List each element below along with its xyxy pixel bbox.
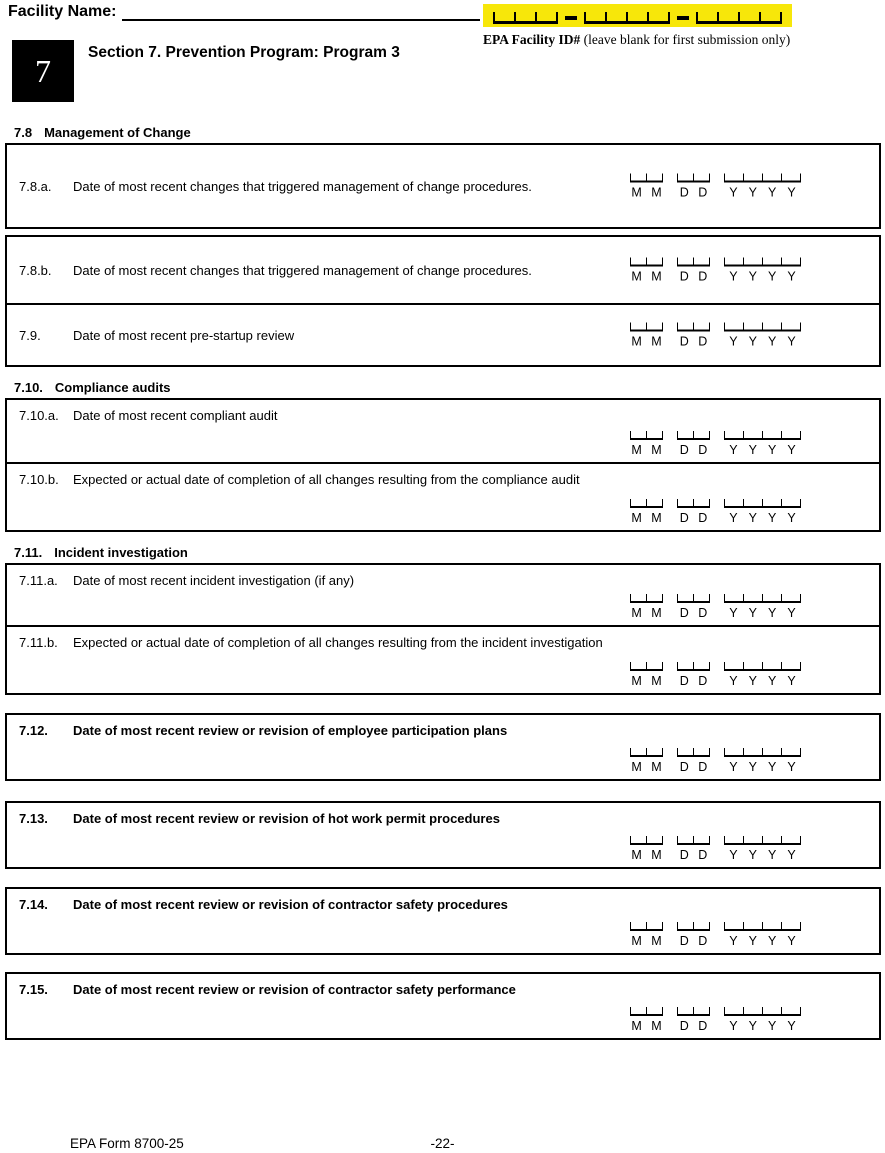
- row-label: [19, 635, 867, 650]
- epa-id-group-1[interactable]: [493, 12, 558, 24]
- blank-cell: [724, 748, 743, 757]
- blank-cell: [630, 258, 646, 267]
- blank-cell: [646, 922, 663, 931]
- year-input[interactable]: [724, 922, 801, 931]
- month-input[interactable]: [630, 748, 663, 757]
- day-label: D D: [679, 934, 711, 948]
- year-group: [724, 499, 801, 524]
- day-label: D D: [679, 511, 711, 525]
- blank-cell: [646, 662, 663, 671]
- blank-cell: [724, 323, 743, 332]
- day-label: D D: [679, 185, 711, 200]
- day-group: [677, 748, 710, 773]
- blank-cell: [762, 1007, 781, 1016]
- blank-cell: [762, 431, 781, 440]
- blank-cell: [605, 12, 626, 24]
- year-label: Y Y Y Y: [729, 1019, 800, 1033]
- month-group: [630, 662, 663, 687]
- blank-cell: [724, 594, 743, 603]
- blank-cell: [630, 594, 646, 603]
- form-box: [5, 563, 881, 695]
- section-heading-7-8: [14, 125, 885, 140]
- month-group: [630, 258, 663, 283]
- row-question: Date of most recent review or revision of hot work permit procedures: [73, 811, 500, 826]
- year-group: [724, 922, 801, 947]
- blank-cell: [781, 258, 801, 267]
- blank-cell: [630, 323, 646, 332]
- blank-cell: [630, 836, 646, 845]
- date-input[interactable]: [630, 662, 801, 687]
- month-group: [630, 594, 663, 619]
- form-box: [5, 143, 881, 229]
- blank-cell: [514, 12, 535, 24]
- epa-id-caption-label: EPA Facility ID#: [483, 32, 581, 47]
- section-heading-7-11: [14, 545, 885, 560]
- blank-cell: [738, 12, 759, 24]
- blank-cell: [693, 748, 710, 757]
- year-group: [724, 748, 801, 773]
- blank-cell: [724, 922, 743, 931]
- day-group: [677, 258, 710, 283]
- blank-cell: [743, 1007, 762, 1016]
- form-box: [5, 713, 881, 781]
- blank-cell: [781, 594, 801, 603]
- month-input[interactable]: [630, 1007, 663, 1016]
- day-label: D D: [679, 1019, 711, 1033]
- year-label: Y Y Y Y: [729, 443, 800, 457]
- date-input[interactable]: [630, 1007, 801, 1032]
- date-input[interactable]: [630, 594, 801, 619]
- form-row: [7, 565, 879, 625]
- facility-name-input[interactable]: [122, 2, 480, 21]
- month-input[interactable]: [630, 662, 663, 671]
- blank-cell: [762, 662, 781, 671]
- blank-cell: [743, 258, 762, 267]
- month-group: [630, 748, 663, 773]
- blank-cell: [646, 174, 663, 183]
- blank-cell: [677, 748, 693, 757]
- row-number: 7.8.a.: [19, 178, 52, 194]
- month-group: [630, 499, 663, 524]
- blank-cell: [781, 1007, 801, 1016]
- month-input[interactable]: [630, 431, 663, 440]
- blank-cell: [724, 836, 743, 845]
- blank-cell: [646, 594, 663, 603]
- blank-cell: [781, 174, 801, 183]
- date-input[interactable]: [630, 174, 801, 199]
- date-input[interactable]: [630, 748, 801, 773]
- year-group: [724, 1007, 801, 1032]
- blank-cell: [626, 12, 647, 24]
- day-label: D D: [679, 760, 711, 774]
- form-box: [5, 972, 881, 1040]
- month-group: [630, 174, 663, 199]
- month-label: M M: [631, 269, 665, 284]
- blank-cell: [762, 323, 781, 332]
- year-label: Y Y Y Y: [729, 334, 800, 349]
- blank-cell: [781, 836, 801, 845]
- blank-cell: [696, 12, 717, 24]
- blank-cell: [677, 662, 693, 671]
- blank-cell: [630, 1007, 646, 1016]
- month-label: M M: [631, 760, 665, 774]
- year-input[interactable]: [724, 662, 801, 671]
- page-title: Section 7. Prevention Program: Program 3: [88, 44, 400, 61]
- month-group: [630, 836, 663, 861]
- year-group: [724, 662, 801, 687]
- row-label: [19, 263, 532, 278]
- year-input[interactable]: [724, 174, 801, 183]
- page-number: -22-: [430, 1136, 455, 1151]
- row-number: 7.12.: [19, 723, 48, 738]
- blank-cell: [743, 499, 762, 508]
- blank-cell: [743, 323, 762, 332]
- month-group: [630, 922, 663, 947]
- month-input[interactable]: [630, 922, 663, 931]
- blank-cell: [630, 662, 646, 671]
- day-label: D D: [679, 269, 711, 284]
- blank-cell: [677, 258, 693, 267]
- day-group: [677, 662, 710, 687]
- date-input[interactable]: [630, 922, 801, 947]
- blank-cell: [762, 922, 781, 931]
- month-label: M M: [631, 185, 665, 200]
- year-label: Y Y Y Y: [729, 760, 800, 774]
- blank-cell: [693, 174, 710, 183]
- blank-cell: [693, 922, 710, 931]
- year-input[interactable]: [724, 594, 801, 603]
- blank-cell: [743, 748, 762, 757]
- blank-cell: [677, 323, 693, 332]
- year-label: Y Y Y Y: [729, 674, 800, 688]
- section-heading-7-10: [14, 380, 885, 395]
- day-label: D D: [679, 334, 711, 349]
- day-label: D D: [679, 674, 711, 688]
- month-group: [630, 323, 663, 348]
- row-label: [19, 179, 532, 194]
- row-question: Date of most recent incident investigation (if any): [73, 573, 355, 588]
- day-input[interactable]: [677, 431, 710, 440]
- blank-cell: [724, 258, 743, 267]
- blank-cell: [693, 431, 710, 440]
- blank-cell: [743, 836, 762, 845]
- blank-cell: [743, 431, 762, 440]
- row-question: Date of most recent pre-startup review: [73, 327, 295, 343]
- blank-cell: [693, 594, 710, 603]
- epa-id-group-2[interactable]: [584, 12, 670, 24]
- blank-cell: [630, 748, 646, 757]
- section-heading-text: Management of Change: [44, 125, 191, 140]
- row-question: Date of most recent compliant audit: [73, 408, 278, 423]
- blank-cell: [762, 748, 781, 757]
- blank-cell: [743, 662, 762, 671]
- year-input[interactable]: [724, 1007, 801, 1016]
- form-box: [5, 887, 881, 955]
- row-label: [19, 811, 867, 826]
- month-label: M M: [631, 848, 665, 862]
- row-label: [19, 472, 867, 487]
- year-group: [724, 174, 801, 199]
- form-row: [7, 462, 879, 530]
- date-input[interactable]: [630, 836, 801, 861]
- year-label: Y Y Y Y: [729, 511, 800, 525]
- row-label: [19, 982, 867, 997]
- day-input[interactable]: [677, 499, 710, 508]
- year-label: Y Y Y Y: [729, 269, 800, 284]
- month-input[interactable]: [630, 258, 663, 267]
- row-question: Date of most recent review or revision of contractor safety performance: [73, 982, 516, 997]
- year-input[interactable]: [724, 258, 801, 267]
- form-row: [7, 400, 879, 462]
- dash-separator: [565, 16, 577, 20]
- year-group: [724, 594, 801, 619]
- blank-cell: [693, 836, 710, 845]
- blank-cell: [646, 258, 663, 267]
- row-question: Expected or actual date of completion of all changes resulting from the incident investigation: [73, 635, 603, 650]
- day-group: [677, 1007, 710, 1032]
- row-label: [19, 897, 867, 912]
- form-row: [7, 803, 879, 867]
- row-question: Date of most recent changes that triggered management of change procedures.: [73, 178, 532, 194]
- month-label: M M: [631, 334, 665, 349]
- blank-cell: [762, 499, 781, 508]
- date-input[interactable]: [630, 258, 801, 283]
- blank-cell: [646, 499, 663, 508]
- section-heading-number: 7.11.: [14, 545, 43, 560]
- row-number: 7.10.a.: [19, 408, 59, 423]
- row-question: Expected or actual date of completion of all changes resulting from the compliance audit: [73, 472, 580, 487]
- blank-cell: [646, 836, 663, 845]
- blank-cell: [646, 323, 663, 332]
- blank-cell: [646, 748, 663, 757]
- row-number: 7.13.: [19, 811, 48, 826]
- date-input[interactable]: [630, 499, 801, 524]
- day-input[interactable]: [677, 836, 710, 845]
- year-input[interactable]: [724, 499, 801, 508]
- blank-cell: [646, 431, 663, 440]
- blank-cell: [743, 174, 762, 183]
- day-label: D D: [679, 443, 711, 457]
- dash-separator: [677, 16, 689, 20]
- month-input[interactable]: [630, 499, 663, 508]
- day-group: [677, 431, 710, 456]
- section-heading-text: Incident investigation: [54, 545, 188, 560]
- blank-cell: [781, 748, 801, 757]
- blank-cell: [693, 1007, 710, 1016]
- row-number: 7.8.b.: [19, 262, 52, 278]
- row-question: Date of most recent review or revision of contractor safety procedures: [73, 897, 508, 912]
- section-heading-number: 7.10.: [14, 380, 43, 395]
- row-label: [19, 573, 867, 588]
- month-input[interactable]: [630, 323, 663, 332]
- blank-cell: [781, 922, 801, 931]
- year-group: [724, 323, 801, 348]
- year-label: Y Y Y Y: [729, 934, 800, 948]
- blank-cell: [630, 922, 646, 931]
- row-number: 7.9.: [19, 327, 41, 343]
- blank-cell: [781, 431, 801, 440]
- day-input[interactable]: [677, 594, 710, 603]
- row-number: 7.10.b.: [19, 472, 59, 487]
- blank-cell: [630, 499, 646, 508]
- month-input[interactable]: [630, 594, 663, 603]
- blank-cell: [677, 836, 693, 845]
- year-group: [724, 836, 801, 861]
- row-question: Date of most recent review or revision of employee participation plans: [73, 723, 508, 738]
- row-question: Date of most recent changes that triggered management of change procedures.: [73, 262, 532, 278]
- epa-id-caption-note: (leave blank for first submission only): [580, 32, 791, 47]
- row-number: 7.14.: [19, 897, 48, 912]
- form-row: [7, 715, 879, 779]
- blank-cell: [647, 12, 670, 24]
- month-label: M M: [631, 511, 665, 525]
- blank-cell: [677, 431, 693, 440]
- top-bar: [0, 0, 885, 47]
- blank-cell: [743, 594, 762, 603]
- blank-cell: [724, 431, 743, 440]
- blank-cell: [693, 662, 710, 671]
- blank-cell: [646, 1007, 663, 1016]
- year-label: Y Y Y Y: [729, 606, 800, 620]
- blank-cell: [717, 12, 738, 24]
- month-label: M M: [631, 674, 665, 688]
- epa-id-field[interactable]: [483, 4, 792, 27]
- section-heading-text: Compliance audits: [54, 380, 171, 395]
- date-input[interactable]: [630, 431, 801, 456]
- day-input[interactable]: [677, 922, 710, 931]
- form-row: [7, 303, 879, 365]
- form-row: [7, 145, 879, 227]
- blank-cell: [724, 1007, 743, 1016]
- form-row: [7, 889, 879, 953]
- day-group: [677, 499, 710, 524]
- month-label: M M: [631, 443, 665, 457]
- blank-cell: [781, 499, 801, 508]
- blank-cell: [762, 258, 781, 267]
- blank-cell: [762, 594, 781, 603]
- day-input[interactable]: [677, 662, 710, 671]
- blank-cell: [781, 662, 801, 671]
- row-number: 7.15.: [19, 982, 48, 997]
- section-number-badge: 7: [12, 40, 74, 102]
- blank-cell: [762, 836, 781, 845]
- epa-id-group-3[interactable]: [696, 12, 782, 24]
- blank-cell: [743, 922, 762, 931]
- form-row: [7, 625, 879, 693]
- form-box: [5, 801, 881, 869]
- blank-cell: [781, 323, 801, 332]
- blank-cell: [693, 258, 710, 267]
- year-label: Y Y Y Y: [729, 185, 800, 200]
- blank-cell: [724, 174, 743, 183]
- blank-cell: [724, 662, 743, 671]
- blank-cell: [630, 431, 646, 440]
- blank-cell: [677, 174, 693, 183]
- day-group: [677, 922, 710, 947]
- blank-cell: [677, 1007, 693, 1016]
- month-input[interactable]: [630, 174, 663, 183]
- row-number: 7.11.b.: [19, 635, 58, 650]
- row-number: 7.11.a.: [19, 573, 58, 588]
- month-group: [630, 431, 663, 456]
- form-row: [7, 237, 879, 303]
- day-input[interactable]: [677, 323, 710, 332]
- month-label: M M: [631, 1019, 665, 1033]
- year-label: Y Y Y Y: [729, 848, 800, 862]
- blank-cell: [677, 594, 693, 603]
- year-group: [724, 258, 801, 283]
- month-label: M M: [631, 934, 665, 948]
- month-input[interactable]: [630, 836, 663, 845]
- blank-cell: [493, 12, 514, 24]
- blank-cell: [762, 174, 781, 183]
- year-input[interactable]: [724, 323, 801, 332]
- day-group: [677, 323, 710, 348]
- row-label: [19, 723, 867, 738]
- section-heading-number: 7.8: [14, 125, 33, 140]
- day-input[interactable]: [677, 1007, 710, 1016]
- blank-cell: [630, 174, 646, 183]
- blank-cell: [535, 12, 558, 24]
- row-label: [19, 328, 294, 343]
- day-input[interactable]: [677, 174, 710, 183]
- year-group: [724, 431, 801, 456]
- year-input[interactable]: [724, 431, 801, 440]
- day-label: D D: [679, 606, 711, 620]
- month-group: [630, 1007, 663, 1032]
- form-box: [5, 235, 881, 367]
- form-number: EPA Form 8700-25: [70, 1136, 184, 1151]
- month-label: M M: [631, 606, 665, 620]
- form-row: [7, 974, 879, 1038]
- day-group: [677, 174, 710, 199]
- date-input[interactable]: [630, 323, 801, 348]
- blank-cell: [584, 12, 605, 24]
- facility-name-label: Facility Name:: [8, 3, 117, 20]
- day-input[interactable]: [677, 258, 710, 267]
- year-input[interactable]: [724, 748, 801, 757]
- blank-cell: [724, 499, 743, 508]
- blank-cell: [677, 922, 693, 931]
- blank-cell: [677, 499, 693, 508]
- row-label: [19, 408, 867, 423]
- blank-cell: [693, 323, 710, 332]
- year-input[interactable]: [724, 836, 801, 845]
- day-label: D D: [679, 848, 711, 862]
- day-input[interactable]: [677, 748, 710, 757]
- day-group: [677, 594, 710, 619]
- form-box: [5, 398, 881, 532]
- day-group: [677, 836, 710, 861]
- facility-name-block: [8, 2, 480, 21]
- blank-cell: [759, 12, 782, 24]
- blank-cell: [693, 499, 710, 508]
- section-header: [0, 38, 885, 112]
